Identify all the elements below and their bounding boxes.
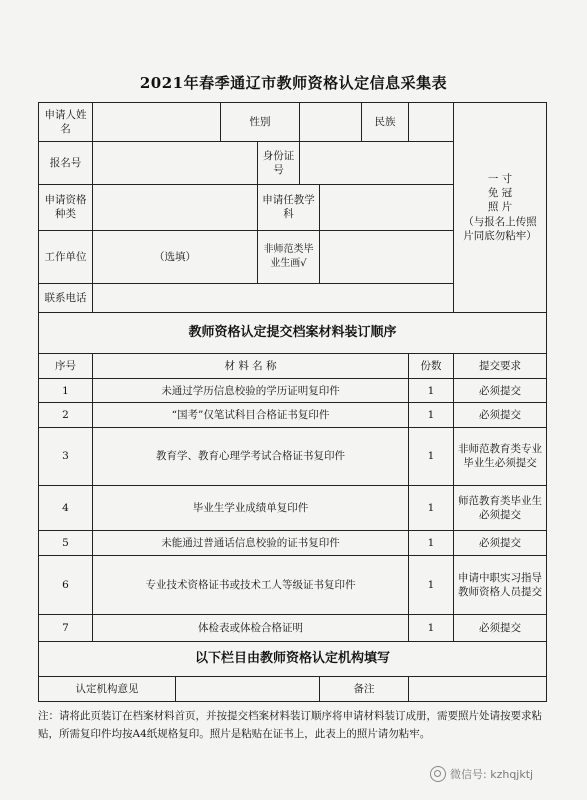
wechat-icon	[430, 766, 446, 782]
photo-line-1: 一 寸	[487, 173, 513, 186]
ethnicity-field[interactable]	[409, 103, 454, 142]
header-copies: 份数	[409, 354, 454, 379]
row-no: 3	[39, 428, 93, 486]
opinion-field[interactable]	[176, 677, 320, 702]
photo-line-4: （与报名上传照	[463, 215, 537, 228]
reg-no-label: 报名号	[39, 142, 93, 185]
row-copies: 1	[409, 485, 454, 530]
row-material: 专业技术资格证书或技术工人等级证书复印件	[93, 555, 409, 615]
table-row	[39, 428, 547, 486]
id-label: 身份证号	[258, 142, 300, 185]
work-unit-label: 工作单位	[39, 230, 93, 284]
name-label: 申请人姓名	[39, 103, 93, 142]
row-no: 6	[39, 555, 93, 615]
table-row	[39, 485, 547, 530]
table-row	[39, 615, 547, 642]
row-material: “国考”仅笔试科目合格证书复印件	[93, 403, 409, 428]
phone-field[interactable]	[93, 284, 454, 313]
row-copies: 1	[409, 555, 454, 615]
remark-label: 备注	[320, 677, 409, 702]
phone-label: 联系电话	[39, 284, 93, 313]
row-no: 7	[39, 615, 93, 642]
row-copies: 1	[409, 531, 454, 556]
header-no: 序号	[39, 354, 93, 379]
row-requirement: 必须提交	[454, 378, 547, 403]
row-requirement: 必须提交	[454, 403, 547, 428]
row-no: 1	[39, 378, 93, 403]
subject-field[interactable]	[320, 185, 454, 230]
footnote: 注：请将此页装订在档案材料首页，并按提交档案材料装订顺序将申请材料装订成册，需要照片处请按要求粘贴，所需复印件均按A4纸规格复印。照片是粘贴在证书上，此表上的照片请勿粘牢。	[38, 710, 542, 740]
id-field[interactable]	[300, 142, 454, 185]
table-row	[39, 378, 547, 403]
photo-line-5: 片同底勿粘牢）	[463, 229, 537, 242]
subject-label: 申请任教学科	[258, 185, 320, 230]
row-copies: 1	[409, 403, 454, 428]
table-row	[39, 555, 547, 615]
work-unit-field[interactable]: （选填）	[93, 230, 258, 284]
row-copies: 1	[409, 378, 454, 403]
opinion-label: 认定机构意见	[39, 677, 176, 702]
photo-line-3: 照 片	[487, 201, 513, 214]
row-requirement: 师范教育类毕业生必须提交	[454, 485, 547, 530]
row-material: 未通过学历信息校验的学历证明复印件	[93, 378, 409, 403]
materials-section-title: 教师资格认定提交档案材料装订顺序	[39, 312, 547, 353]
table-row	[39, 531, 547, 556]
row-material: 毕业生学业成绩单复印件	[93, 485, 409, 530]
cert-type-label: 申请资格种类	[39, 185, 93, 230]
name-field[interactable]	[93, 103, 221, 142]
row-material: 体检表或体检合格证明	[93, 615, 409, 642]
wechat-watermark	[430, 766, 533, 782]
non-normal-grad-field[interactable]	[320, 230, 454, 284]
watermark-text: 微信号: kzhqjktj	[450, 768, 534, 781]
row-copies: 1	[409, 428, 454, 486]
table-row	[39, 403, 547, 428]
gender-field[interactable]	[300, 103, 362, 142]
reg-no-field[interactable]	[93, 142, 258, 185]
row-material: 未能通过普通话信息校验的证书复印件	[93, 531, 409, 556]
info-form-table	[38, 102, 547, 702]
row-requirement: 必须提交	[454, 615, 547, 642]
row-material: 教育学、教育心理学考试合格证书复印件	[93, 428, 409, 486]
row-copies: 1	[409, 615, 454, 642]
row-requirement: 申请中职实习指导教师资格人员提交	[454, 555, 547, 615]
non-normal-grad-label: 非师范类毕业生画√	[258, 230, 320, 284]
photo-line-2: 免 冠	[487, 187, 513, 200]
ethnicity-label: 民族	[362, 103, 409, 142]
row-no: 4	[39, 485, 93, 530]
gender-label: 性别	[221, 103, 300, 142]
photo-area[interactable]	[454, 103, 547, 313]
cert-type-field[interactable]	[93, 185, 258, 230]
header-name: 材 料 名 称	[93, 354, 409, 379]
row-requirement: 非师范教育类专业毕业生必须提交	[454, 428, 547, 486]
remark-field[interactable]	[409, 677, 547, 702]
authority-section-title: 以下栏目由教师资格认定机构填写	[39, 642, 547, 677]
row-no: 2	[39, 403, 93, 428]
row-requirement: 必须提交	[454, 531, 547, 556]
header-req: 提交要求	[454, 354, 547, 379]
form-title: 2021年春季通辽市教师资格认定信息采集表	[139, 74, 448, 92]
row-no: 5	[39, 531, 93, 556]
